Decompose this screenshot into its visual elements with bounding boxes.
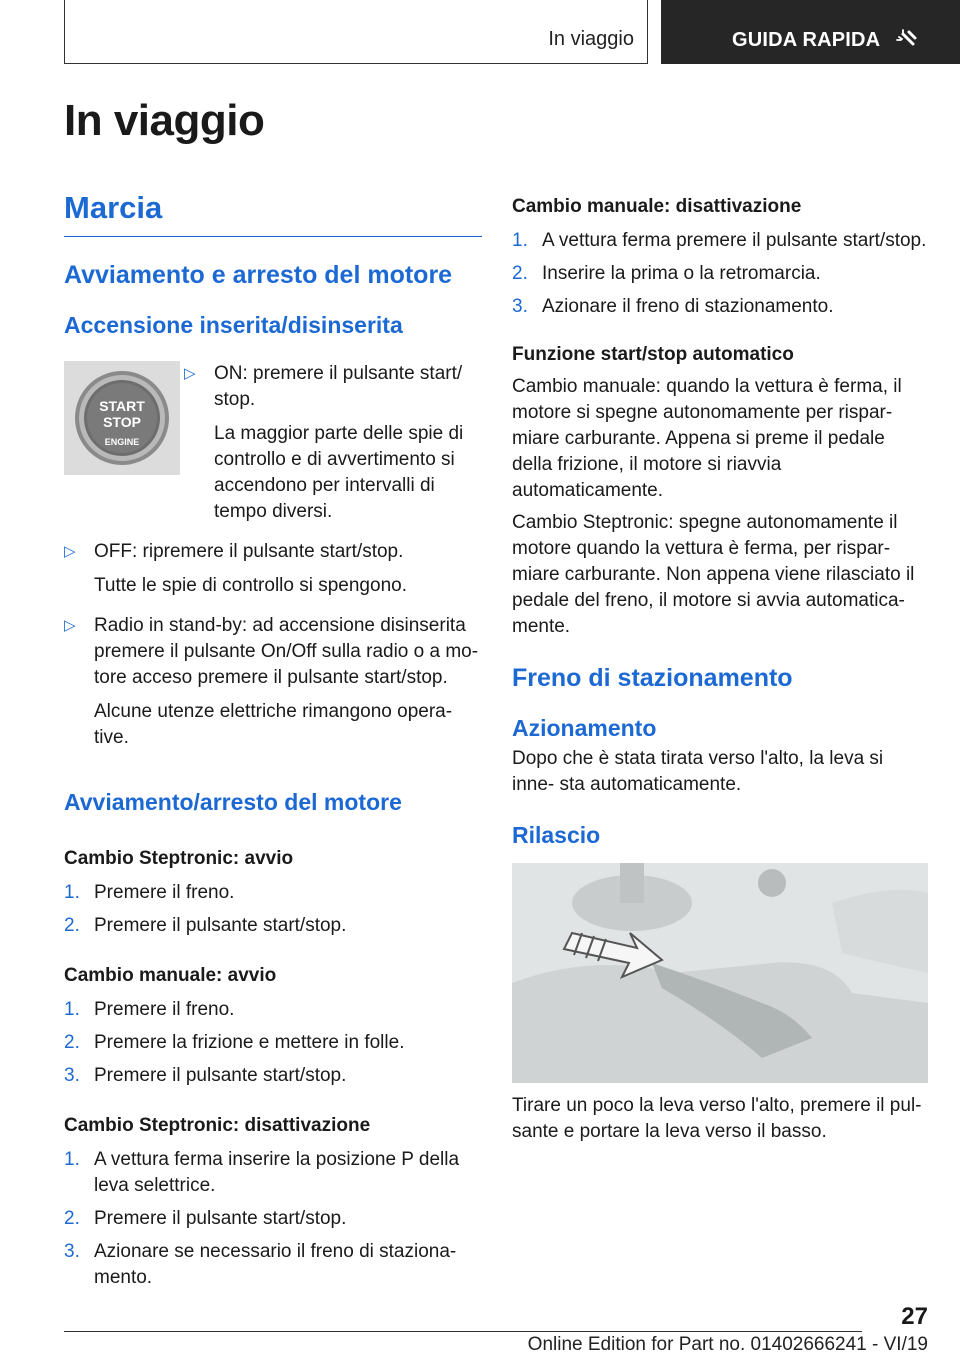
svg-text:STOP: STOP: [103, 414, 141, 430]
bullet-text: Radio in stand-by: ad accensione disinserita premere il pulsante On/Off sulla radio o a mo- tore acceso premere il pulsante start/stop.: [94, 615, 479, 688]
footer-rule: [64, 1331, 862, 1332]
list-item: 1. Premere il freno.: [64, 882, 235, 903]
left-column: [64, 190, 482, 1291]
list-item: 2. Premere il pulsante start/stop.: [64, 1208, 347, 1229]
list-item: 1. A vettura ferma premere il pulsante start/stop.: [512, 230, 927, 251]
start-stop-button-image: [64, 361, 180, 475]
paragraph: Cambio Steptronic: spegne autonomamente il motore quando la vettura è ferma, per rispar- miare carburante. Non appena viene rilasciato il pedale del freno, il motore si avvia automatica- mente.: [512, 512, 915, 637]
subheading-start-stop-automatico: Funzione start/stop automatico: [512, 344, 794, 365]
list-item: 2. Inserire la prima o la retromarcia.: [512, 263, 821, 284]
heading-azionamento: Azionamento: [512, 715, 657, 741]
quick-guide-label: GUIDA RAPIDA: [732, 29, 881, 51]
heading-marcia: Marcia: [64, 190, 163, 225]
numbered-list: [64, 880, 482, 939]
page-number: 27: [901, 1303, 928, 1330]
heading-rule: [64, 236, 482, 237]
start-stop-button-icon: [64, 361, 180, 475]
list-item: 1. Premere il freno.: [64, 999, 235, 1020]
triangle-bullet-icon: ▷: [64, 543, 76, 560]
heading-avviamento-arresto-motore: Avviamento/arresto del motore: [64, 789, 402, 815]
page-title: In viaggio: [64, 96, 265, 145]
right-column: [512, 190, 930, 1145]
bullet-text: Tutte le spie di controllo si spengono.: [94, 575, 407, 596]
header-section-title: In viaggio: [548, 28, 634, 50]
bullet-item: [64, 539, 482, 599]
svg-text:ENGINE: ENGINE: [104, 437, 140, 447]
numbered-list: [512, 228, 930, 320]
triangle-bullet-icon: ▷: [184, 365, 196, 382]
bullet-item: [64, 613, 482, 751]
bullet-text: ON: premere il pulsante start/ stop.: [214, 363, 463, 410]
heading-rilascio: Rilascio: [512, 822, 601, 848]
heading-freno-stazionamento: Freno di stazionamento: [512, 664, 793, 692]
heading-accensione: Accensione inserita/disinserita: [64, 312, 403, 338]
edition-line: Online Edition for Part no. 01402666241 - VI/19: [527, 1334, 928, 1355]
parking-brake-illustration: [512, 863, 928, 1083]
subheading-steptronic-disattivazione: Cambio Steptronic: disattivazione: [64, 1115, 371, 1136]
numbered-list: [64, 997, 482, 1089]
list-item: 2. Premere la frizione e mettere in folle.: [64, 1032, 405, 1053]
bullet-text: Alcune utenze elettriche rimangono opera- tive.: [94, 701, 453, 748]
list-item: 2. Premere il pulsante start/stop.: [64, 915, 347, 936]
bullet-text: OFF: ripremere il pulsante start/stop.: [94, 541, 404, 562]
paragraph: Dopo che è stata tirata verso l'alto, la leva si inne- sta automaticamente.: [512, 748, 884, 795]
subheading-manuale-disattivazione: Cambio manuale: disattivazione: [512, 196, 802, 217]
list-item: 3. Azionare se necessario il freno di staziona- mento.: [64, 1241, 457, 1288]
header-quick-guide-tab: [661, 0, 960, 64]
quick-guide-icon: [893, 26, 921, 54]
list-item: 3. Azionare il freno di stazionamento.: [512, 296, 834, 317]
subheading-manuale-avvio: Cambio manuale: avvio: [64, 965, 277, 986]
list-item: 3. Premere il pulsante start/stop.: [64, 1065, 347, 1086]
bullet-list-continued: [64, 539, 482, 751]
triangle-bullet-icon: ▷: [64, 617, 76, 634]
list-item: 1. A vettura ferma inserire la posizione P della leva selettrice.: [64, 1149, 460, 1196]
paragraph: Tirare un poco la leva verso l'alto, premere il pul- sante e portare la leva verso il basso.: [512, 1095, 922, 1142]
numbered-list: [64, 1147, 482, 1291]
heading-avviamento-arresto: Avviamento e arresto del motore: [64, 261, 453, 289]
bullet-item: [184, 361, 482, 525]
subheading-steptronic-avvio: Cambio Steptronic: avvio: [64, 848, 294, 869]
parking-brake-icon: [512, 863, 928, 1083]
svg-text:START: START: [99, 398, 145, 414]
paragraph: Cambio manuale: quando la vettura è ferma, il motore si spegne autonomamente per rispar- miare carburante. Appena si preme il pedale della frizione, il motore si riavvia automaticamente.: [512, 376, 902, 501]
bullet-list: [184, 361, 482, 525]
bullet-text: La maggior parte delle spie di controllo e di avvertimento si accendono per intervalli di tempo diversi.: [214, 423, 464, 522]
